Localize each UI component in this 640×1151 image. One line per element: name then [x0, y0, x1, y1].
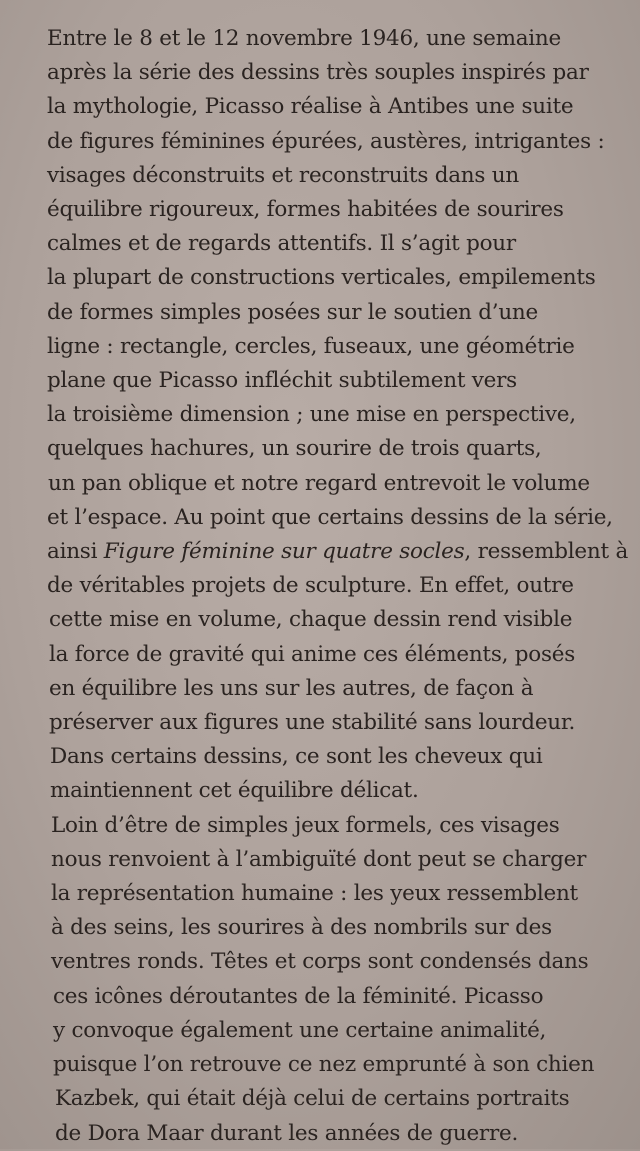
text-line: la représentation humaine : les yeux ressemblent: [51, 881, 578, 907]
line-suffix: , ressemblent à: [464, 539, 629, 565]
text-line-with-title: [47, 535, 637, 569]
text-line: Loin d’être de simples jeux formels, ces visages: [51, 812, 560, 838]
text-line: calmes et de regards attentifs. Il s’agit pour: [47, 231, 516, 257]
line-prefix: ainsi: [47, 539, 104, 565]
text-line: maintiennent cet équilibre délicat.: [50, 778, 419, 804]
text-line: de Dora Maar durant les années de guerre.: [55, 1120, 519, 1146]
text-line: plane que Picasso infléchit subtilement vers: [47, 368, 517, 394]
text-line: la mythologie, Picasso réalise à Antibes une suite: [47, 94, 574, 120]
text-line: de formes simples posées sur le soutien d’une: [47, 299, 538, 325]
text-line: préserver aux figures une stabilité sans lourdeur.: [49, 710, 576, 736]
text-line: en équilibre les uns sur les autres, de façon à: [49, 675, 534, 701]
text-line: visages déconstruits et reconstruits dans un: [47, 162, 519, 188]
text-line: cette mise en volume, chaque dessin rend visible: [49, 607, 573, 633]
text-line: ces icônes déroutantes de la féminité. Picasso: [53, 983, 544, 1009]
text-line: y convoque également une certaine animalité,: [53, 1017, 547, 1043]
text-line: la plupart de constructions verticales, empilements: [47, 265, 596, 291]
text-line: Dans certains dessins, ce sont les cheveux qui: [50, 744, 543, 770]
text-line: à des seins, les sourires à des nombrils sur des: [51, 915, 552, 941]
text-line: après la série des dessins très souples inspirés par: [47, 60, 589, 86]
wall-text: [47, 22, 637, 1151]
text-line: quelques hachures, un sourire de trois quarts,: [47, 436, 542, 462]
text-line: et l’espace. Au point que certains dessins de la série,: [47, 504, 613, 530]
text-line: de figures féminines épurées, austères, intrigantes :: [47, 128, 605, 154]
text-line: un pan oblique et notre regard entrevoit le volume: [48, 470, 590, 496]
text-line: équilibre rigoureux, formes habitées de sourires: [47, 197, 564, 223]
text-line: Kazbek, qui était déjà celui de certains portraits: [55, 1086, 570, 1112]
text-line: la force de gravité qui anime ces éléments, posés: [49, 641, 576, 667]
artwork-title: Figure féminine sur quatre socles: [103, 539, 465, 565]
text-line: ventres ronds. Têtes et corps sont condensés dans: [51, 949, 589, 975]
text-line: nous renvoient à l’ambiguïté dont peut se charger: [51, 846, 587, 872]
text-line: Entre le 8 et le 12 novembre 1946, une semaine: [47, 26, 561, 51]
text-line: de véritables projets de sculpture. En effet, outre: [47, 573, 574, 599]
text-line: puisque l’on retrouve ce nez emprunté à son chien: [53, 1052, 595, 1078]
text-line: ligne : rectangle, cercles, fuseaux, une géométrie: [47, 333, 575, 359]
text-line: la troisième dimension ; une mise en perspective,: [47, 402, 576, 428]
